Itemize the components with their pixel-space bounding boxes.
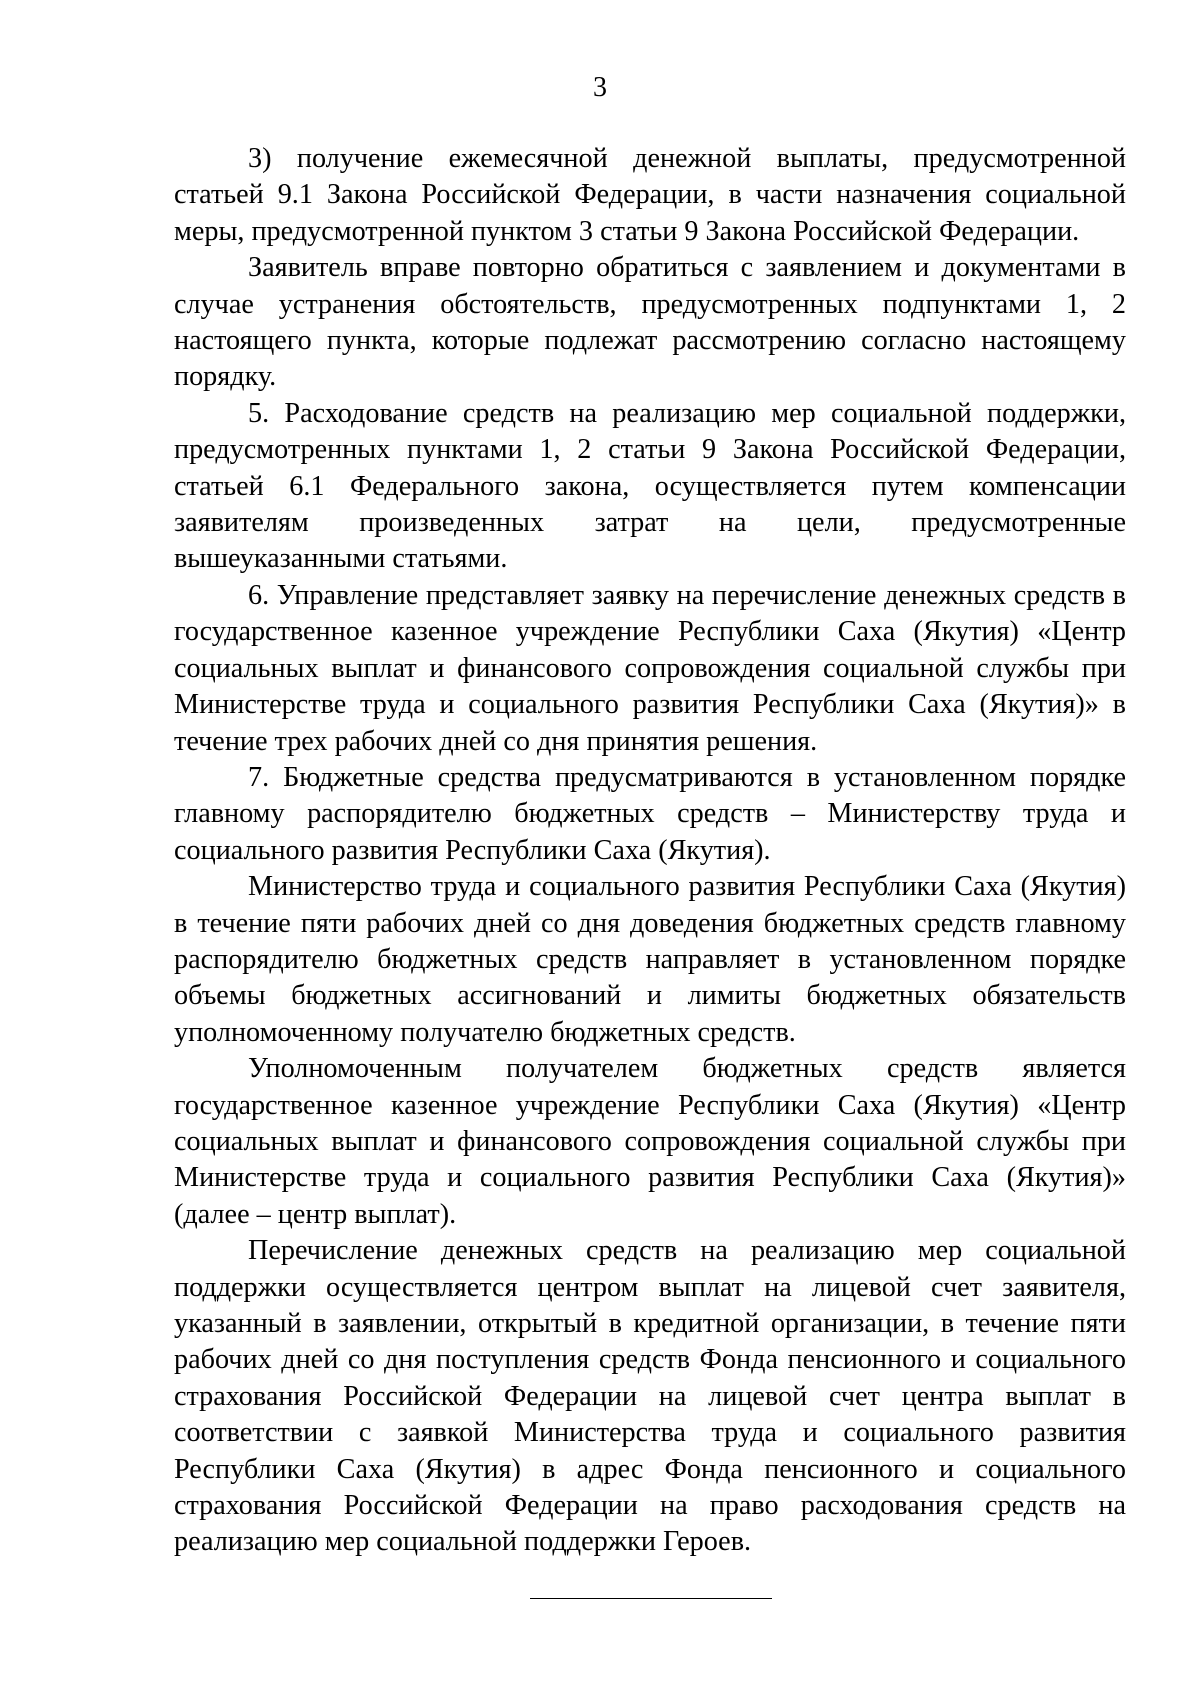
page-number: 3 (593, 72, 607, 103)
paragraph-subitem-3: 3) получение ежемесячной денежной выплаты, предусмотренной статьей 9.1 Закона Российской Федерации, в части назначения социальной меры, предусмотренной пунктом 3 статьи 9 Закона Российской Федерации. (174, 143, 1126, 247)
paragraph-item-5: 5. Расходование средств на реализацию мер социальной поддержки, предусмотренных пунктами 1, 2 статьи 9 Закона Российской Федерации, статьей 6.1 Федерального закона, осуществляется путем компенсации заявителям произведенных затрат на цели, предусмотренные вышеуказанными статьями. (174, 397, 1126, 575)
paragraph-ministry: Министерство труда и социального развития Республики Саха (Якутия) в течение пяти рабочих дней со дня доведения бюджетных средств главному распорядителю бюджетных средств направляет в установленном порядке объемы бюджетных ассигнований и лимиты бюджетных обязательств уполномоченному получателю бюджетных средств. (174, 871, 1126, 1048)
paragraph-transfer: Перечисление денежных средств на реализацию мер социальной поддержки осуществляется центром выплат на лицевой счет заявителя, указанный в заявлении, открытый в кредитной организации, в течение пяти рабочих дней со дня поступления средств Фонда пенсионного и социального страхования Российской Федерации на лицевой счет центра выплат в соответствии с заявкой Министерства труда и социального развития Республики Саха (Якутия) в адрес Фонда пенсионного и социального страхования Российской Федерации на право расходования средств на реализацию мер социальной поддержки Героев. (174, 1235, 1126, 1558)
paragraph-authorized-recipient: Уполномоченным получателем бюджетных средств является государственное казенное учреждение Республики Саха (Якутия) «Центр социальных выплат и финансового сопровождения социальной службы при Министерстве труда и социального развития Республики Саха (Якутия)» (далее – центр выплат). (174, 1053, 1126, 1230)
paragraph-item-7: 7. Бюджетные средства предусматриваются в установленном порядке главному распорядителю бюджетных средств – Министерству труда и социального развития Республики Саха (Якутия). (174, 761, 1126, 866)
paragraph-reapply: Заявитель вправе повторно обратиться с заявлением и документами в случае устранения обстоятельств, предусмотренных подпунктами 1, 2 настоящего пункта, которые подлежат рассмотрению согласно настоящему порядку. (174, 252, 1126, 393)
document-body (174, 141, 1126, 1561)
end-of-document-rule (530, 1598, 772, 1599)
paragraph-item-6: 6. Управление представляет заявку на перечисление денежных средств в государственное казенное учреждение Республики Саха (Якутия) «Центр социальных выплат и финансового сопровождения социальной службы при Министерстве труда и социального развития Республики Саха (Якутия)» в течение трех рабочих дней со дня принятия решения. (174, 579, 1126, 757)
